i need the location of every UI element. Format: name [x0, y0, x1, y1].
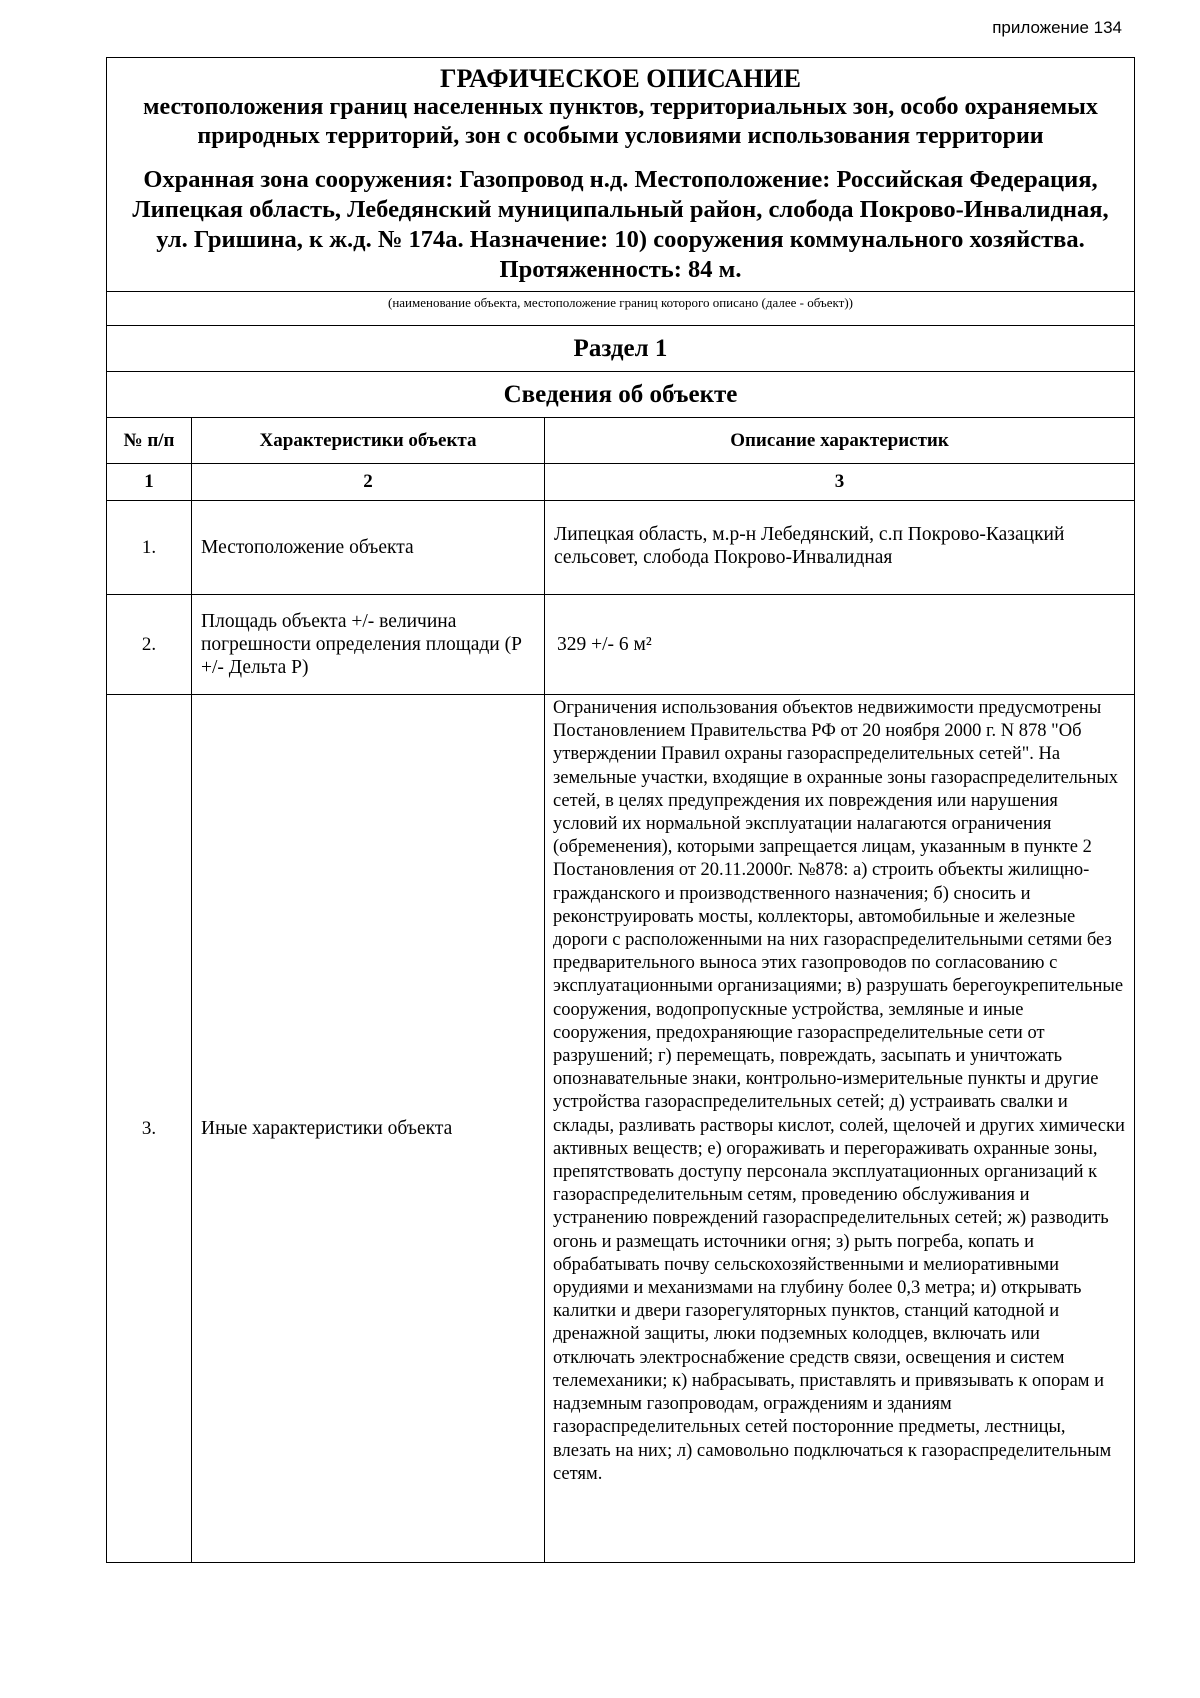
section-title-row	[107, 372, 1135, 418]
section-number-row	[107, 326, 1135, 372]
row-characteristic: Местоположение объекта	[192, 501, 545, 595]
row-number: 3.	[107, 695, 192, 1563]
row-description: Липецкая область, м.р-н Лебедянский, с.п Покрово-Казацкий сельсовет, слобода Покрово-Инвалидная	[545, 501, 1135, 595]
header-cell	[107, 58, 1135, 292]
column-header-row	[107, 418, 1135, 464]
row-characteristic: Иные характеристики объекта	[192, 695, 545, 1563]
object-name: Охранная зона сооружения: Газопровод н.д. Местоположение: Российская Федерация, Липецкая область, Лебедянский муниципальный район, слобода Покрово-Инвалидная, ул. Гришина, к ж.д. № 174а. Назначение: 10) сооружения коммунального хозяйства. Протяженность: 84 м.	[132, 166, 1109, 283]
caption-row	[107, 292, 1135, 326]
appendix-label: приложение 134	[992, 18, 1122, 37]
section-number: Раздел 1	[107, 326, 1135, 372]
row-description: 329 +/- 6 м²	[545, 595, 1135, 695]
row-number: 2.	[107, 595, 192, 695]
column-header-characteristic: Характеристики объекта	[192, 418, 545, 464]
row-description: Ограничения использования объектов недвижимости предусмотрены Постановлением Правительства РФ от 20 ноября 2000 г. N 878 "Об утверждении Правил охраны газораспределительных сетей". На земельные участки, входящие в охранные зоны газораспределительных сетей, в целях предупреждения их повреждения или нарушения условий их нормальной эксплуатации налагаются ограничения (обременения), которыми запрещается лицам, указанным в пункте 2 Постановления от 20.11.2000г. №878: а) строить объекты жилищно-гражданского и производственного назначения; б) сносить и реконструировать мосты, коллекторы, автомобильные и железные дороги с расположенными на них газораспределительными сетями без предварительного выноса этих газопроводов по согласованию с эксплуатационными организациями; в) разрушать берегоукрепительные сооружения, водопропускные устройства, земляные и иные сооружения, предохраняющие газораспределительные сети от разрушений; г) перемещать, повреждать, засыпать и уничтожать опознавательные знаки, контрольно-измерительные пункты и другие устройства газораспределительных сетей; д) устраивать свалки и склады, разливать растворы кислот, солей, щелочей и других химически активных веществ; е) огораживать и перегораживать охранные зоны, препятствовать доступу персонала эксплуатационных организаций к газораспределительным сетям, проведению обслуживания и устранению повреждений газораспределительных сетей; ж) разводить огонь и размещать источники огня; з) рыть погреба, копать и обрабатывать почву сельскохозяйственными и мелиоративными орудиями и механизмами на глубину более 0,3 метра; и) открывать калитки и двери газорегуляторных пунктов, станций катодной и дренажной защиты, люки подземных колодцев, включать или отключать электроснабжение средств связи, освещения и систем телемеханики; к) набрасывать, приставлять и привязывать к опорам и надземным газопроводам, ограждениям и зданиям газораспределительных сетей посторонние предметы, лестницы, влезать на них; л) самовольно подключаться к газораспределительным сетям.	[545, 695, 1135, 1563]
description-table	[106, 57, 1135, 1563]
document-title: ГРАФИЧЕСКОЕ ОПИСАНИЕ	[440, 64, 801, 93]
section-title: Сведения об объекте	[107, 372, 1135, 418]
column-number-3: 3	[545, 464, 1135, 501]
table-row	[107, 695, 1135, 1563]
object-caption: (наименование объекта, местоположение границ которого описано (далее - объект))	[107, 292, 1135, 326]
column-number-2: 2	[192, 464, 545, 501]
column-header-num: № п/п	[107, 418, 192, 464]
column-number-1: 1	[107, 464, 192, 501]
header-row	[107, 58, 1135, 292]
table-row	[107, 595, 1135, 695]
row-number: 1.	[107, 501, 192, 595]
column-header-description: Описание характеристик	[545, 418, 1135, 464]
document-sheet	[106, 57, 1134, 1563]
column-number-row	[107, 464, 1135, 501]
document-subtitle: местоположения границ населенных пунктов, территориальных зон, особо охраняемых природных территорий, зон с особыми условиями использования территории	[143, 94, 1098, 149]
row-characteristic: Площадь объекта +/- величина погрешности определения площади (Р +/- Дельта Р)	[192, 595, 545, 695]
table-row	[107, 501, 1135, 595]
